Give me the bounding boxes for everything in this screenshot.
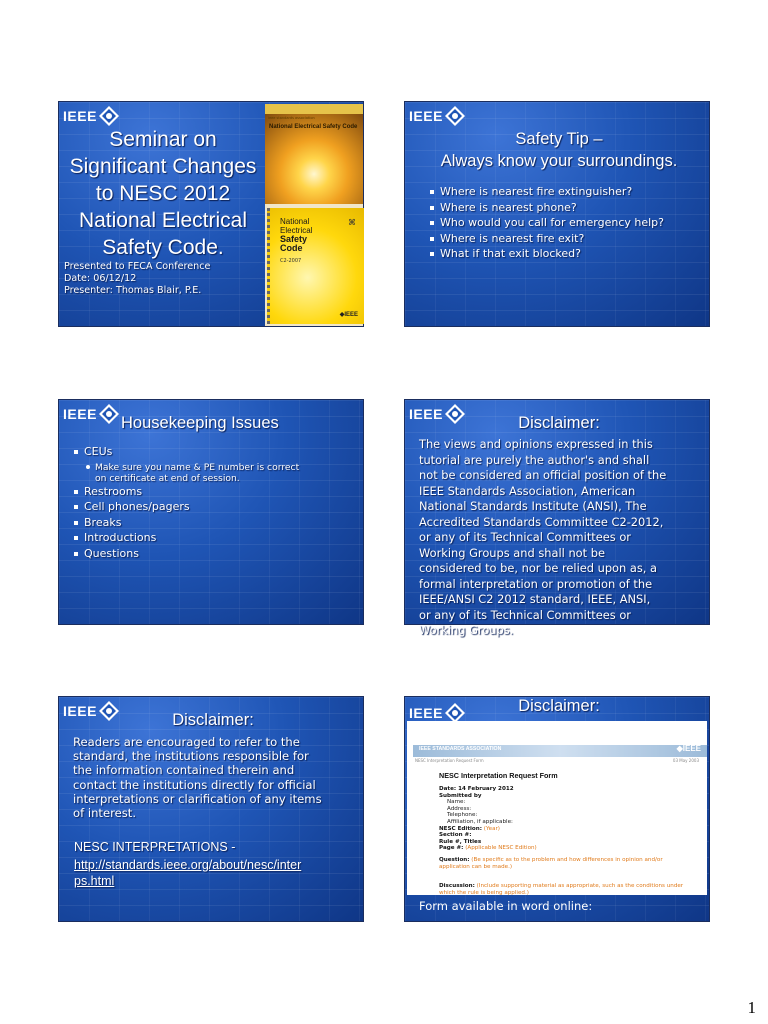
ieee-diamond-icon <box>98 105 120 127</box>
slide-1-title: Seminar on Significant Changes to NESC 2012 National Electrical Safety Code. <box>69 128 257 259</box>
list-item: CEUs Make sure you name & PE number is correct on certificate at end of session. <box>73 444 299 484</box>
slide-4-title: Disclaimer: <box>518 414 600 432</box>
disclaimer-text: The views and opinions expressed in this tutorial are purely the author's and shall not be considered an official position of the IEEE Standards Association, American National Standards Institute (ANSI), The Accredited Standards Committee C2-2012, or any of its Technical Committees or Working Groups and shall not be considered to be, nor be relied upon as, a formal interpretation or promotion of the IEEE/ANSI C2 2012 standard, IEEE, ANSI, or any of its Technical Committees or Working Groups. <box>419 437 667 637</box>
nesc-interpretations-link[interactable]: http://standards.ieee.org/about/nesc/inter ps.html <box>74 858 302 888</box>
safety-tip-list <box>429 184 664 262</box>
ieee-logo: IEEE <box>409 702 466 724</box>
slide-2-title: Safety Tip – Always know your surroundings. <box>440 130 678 170</box>
list-item: Cell phones/pagers <box>73 499 299 515</box>
list-item: Introductions <box>73 530 299 546</box>
list-item: Where is nearest fire extinguisher? <box>429 184 664 200</box>
form-title: NESC Interpretation Request Form <box>439 771 558 780</box>
ieee-logo: IEEE <box>63 105 120 127</box>
list-item: Questions <box>73 546 299 562</box>
slide-4 <box>404 399 710 637</box>
list-item: Where is nearest fire exit? <box>429 231 664 247</box>
slide-5-title: Disclaimer: <box>172 711 254 729</box>
slide-6-title: Disclaimer: <box>518 697 600 715</box>
interpretation-form-image: IEEE STANDARDS ASSOCIATION ◆IEEE NESC Interpretation Request Form 03 May 2003 NESC Interpretation Request Form Date: 14 February 2012 Submitted by Name: Address: Telephone: Affiliation, if applicable: NESC Edition: (Year) Section #: Rule #, Titles Page #: (Applicable NESC Edition) Question: (Be specific as to the problem and how differences in opinion and/or application can be made.) Discussion: (Include supporting material as appropriate, such as the conditions under which the rule is being applied.) <box>407 721 707 895</box>
ceus-sub-list <box>84 462 299 484</box>
nesc-interpretations <box>74 839 301 889</box>
form-header-band: IEEE STANDARDS ASSOCIATION ◆IEEE <box>413 745 707 757</box>
list-item: Breaks <box>73 515 299 531</box>
disclaimer-text: Readers are encouraged to refer to the standard, the institutions responsible for the information contained therein and contact the institutions directly for official interpretations or clarification of any items of interest. <box>73 735 322 821</box>
presenter-info: Presented to FECA Conference Date: 06/12/12 Presenter: Thomas Blair, P.E. <box>64 261 211 296</box>
nesc-book-cover-image: ieee standards association National Electrical Safety Code ⌘ National Electrical Safety Code C2-2007 ◆IEEE <box>265 104 363 326</box>
nesc-label: NESC INTERPRETATIONS - <box>74 840 236 854</box>
ieee-logo: IEEE <box>63 403 120 425</box>
list-item: Who would you call for emergency help? <box>429 215 664 231</box>
list-item: Where is nearest phone? <box>429 200 664 216</box>
ieee-logo: IEEE <box>409 105 466 127</box>
slide-1 <box>58 101 364 327</box>
slide-3 <box>58 399 364 625</box>
list-item: What if that exit blocked? <box>429 246 664 262</box>
ieee-diamond-icon <box>444 105 466 127</box>
page-number: 1 <box>747 998 756 1017</box>
form-caption: Form available in word online: <box>419 899 593 913</box>
slide-5 <box>58 696 364 922</box>
slide-3-title: Housekeeping Issues <box>121 414 279 432</box>
slide-6 <box>404 696 710 922</box>
book-mark-icon: ⌘ <box>348 218 356 227</box>
ieee-logo: IEEE <box>63 700 120 722</box>
ieee-logo: IEEE <box>409 403 466 425</box>
list-item: Restrooms <box>73 484 299 500</box>
housekeeping-list <box>73 444 299 562</box>
slide-2 <box>404 101 710 327</box>
list-item: Make sure you name & PE number is correct on certificate at end of session. <box>84 462 299 484</box>
